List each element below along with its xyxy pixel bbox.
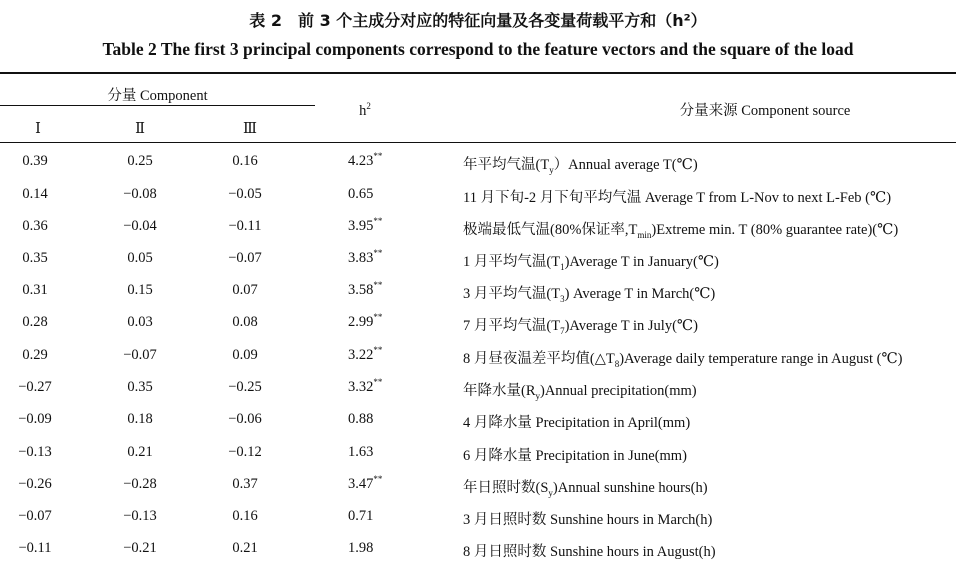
significance-mark: ** (373, 474, 383, 485)
h2-value: 0.88 (348, 411, 374, 427)
component-1-value: −0.07 (18, 508, 52, 524)
component-3-value: 0.08 (232, 314, 258, 330)
table-row (0, 501, 956, 533)
header-component-3: Ⅲ (243, 121, 257, 137)
component-3-value: 0.16 (232, 153, 258, 169)
component-source: 年日照时数$(S_y)Annual$ sunshine hours(h) (463, 480, 708, 498)
component-source: 3 月平均气温$(T_3)$ Average T in March(℃) (463, 286, 716, 304)
table-row (0, 469, 956, 501)
h2-value: 3.58** (348, 280, 383, 298)
h2-value: 3.83** (348, 248, 383, 266)
component-source: 8 月昼夜温差平均值$(\triangle T_8)Average$ daily temperature range in August (℃) (463, 351, 903, 369)
component-1-value: 0.39 (22, 153, 48, 169)
h2-value: 1.63 (348, 444, 374, 460)
component-source: 6 月降水量 Precipitation in June(mm) (463, 448, 687, 464)
component-2-value: 0.21 (127, 444, 153, 460)
table-row (0, 211, 956, 243)
significance-mark: ** (373, 151, 383, 162)
component-3-value: −0.11 (228, 218, 262, 234)
component-2-value: −0.13 (123, 508, 157, 524)
component-3-value: 0.37 (232, 476, 258, 492)
h2-value: 2.99** (348, 312, 383, 330)
component-source: 极端最低气温(80%保证率$,T_{min})Extreme$ min. T (80% guarantee rate)(℃) (463, 222, 899, 240)
component-source: 年平均气温$(T_y)Annual$ average T(℃) (463, 157, 698, 175)
header-h2: $h^2$ (359, 101, 371, 119)
component-2-value: 0.18 (127, 411, 153, 427)
component-3-value: 0.07 (232, 282, 258, 298)
header-component: 分量 Component (107, 88, 208, 104)
component-3-value: −0.07 (228, 250, 262, 266)
component-2-value: −0.04 (123, 218, 157, 234)
component-1-value: 0.29 (22, 347, 48, 363)
component-source: 7 月平均气温$(T_7)Average$ T in July(℃) (463, 318, 698, 336)
component-3-value: −0.12 (228, 444, 262, 460)
table-row (0, 275, 956, 307)
component-1-value: −0.27 (18, 379, 52, 395)
significance-mark: ** (373, 280, 383, 291)
table-row (0, 179, 956, 211)
component-source: 11 月下旬-2 月下旬平均气温 Average T from L-Nov to next L-Feb (℃) (463, 190, 892, 206)
header-component-2: Ⅱ (135, 121, 145, 137)
component-3-value: 0.16 (232, 508, 258, 524)
component-2-value: −0.28 (123, 476, 157, 492)
component-1-value: −0.13 (18, 444, 52, 460)
h2-value: 3.47** (348, 474, 383, 492)
h2-value: 0.71 (348, 508, 374, 524)
component-1-value: 0.28 (22, 314, 48, 330)
header-component-1: Ⅰ (35, 121, 41, 137)
component-3-value: −0.05 (228, 186, 262, 202)
component-3-value: 0.09 (232, 347, 258, 363)
header-source: 分量来源 Component source (679, 103, 851, 119)
h2-value: 1.98 (348, 540, 374, 556)
component-3-value: −0.06 (228, 411, 262, 427)
table-row (0, 340, 956, 372)
top-rule (0, 72, 956, 74)
table-row (0, 533, 956, 565)
h2-value: 4.23** (348, 151, 383, 169)
component-2-value: −0.07 (123, 347, 157, 363)
table-row (0, 146, 956, 178)
h2-value: 3.22** (348, 345, 383, 363)
component-source: 8 月日照时数 Sunshine hours in August(h) (463, 544, 716, 560)
component-1-value: −0.11 (18, 540, 52, 556)
significance-mark: ** (373, 377, 383, 388)
table-row (0, 437, 956, 469)
significance-mark: ** (373, 345, 383, 356)
h2-value: 3.95** (348, 216, 383, 234)
significance-mark: ** (373, 248, 383, 259)
significance-mark: ** (373, 312, 383, 323)
component-2-value: 0.25 (127, 153, 153, 169)
component-3-value: −0.25 (228, 379, 262, 395)
table-row (0, 243, 956, 275)
component-1-value: −0.09 (18, 411, 52, 427)
component-2-value: 0.05 (127, 250, 153, 266)
table-row (0, 307, 956, 339)
significance-mark: ** (373, 216, 383, 227)
component-1-value: 0.36 (22, 218, 48, 234)
component-underline (0, 105, 315, 106)
h2-value: 3.32** (348, 377, 383, 395)
component-source: 1 月平均气温$(T_1)Average$ T in January(℃) (463, 254, 719, 272)
component-3-value: 0.21 (232, 540, 258, 556)
table-row (0, 404, 956, 436)
component-2-value: 0.35 (127, 379, 153, 395)
component-source: 4 月降水量 Precipitation in April(mm) (463, 415, 691, 431)
component-2-value: 0.15 (127, 282, 153, 298)
component-source: 3 月日照时数 Sunshine hours in March(h) (463, 512, 713, 528)
h2-value: 0.65 (348, 186, 374, 202)
component-source: 年降水量$(R_y)Annual$ precipitation(mm) (463, 383, 697, 401)
component-1-value: 0.31 (22, 282, 48, 298)
table-row (0, 372, 956, 404)
header-rule (0, 142, 956, 143)
component-2-value: 0.03 (127, 314, 153, 330)
component-1-value: −0.26 (18, 476, 52, 492)
table-title-en: Table 2 The first 3 principal components correspond to the feature vectors and the square of the load (102, 39, 854, 59)
component-1-value: 0.14 (22, 186, 48, 202)
component-1-value: 0.35 (22, 250, 48, 266)
component-2-value: −0.08 (123, 186, 157, 202)
table-title-cn: 表 2 前 3 个主成分对应的特征向量及各变量荷载平方和（h²） (249, 11, 707, 30)
component-2-value: −0.21 (123, 540, 157, 556)
